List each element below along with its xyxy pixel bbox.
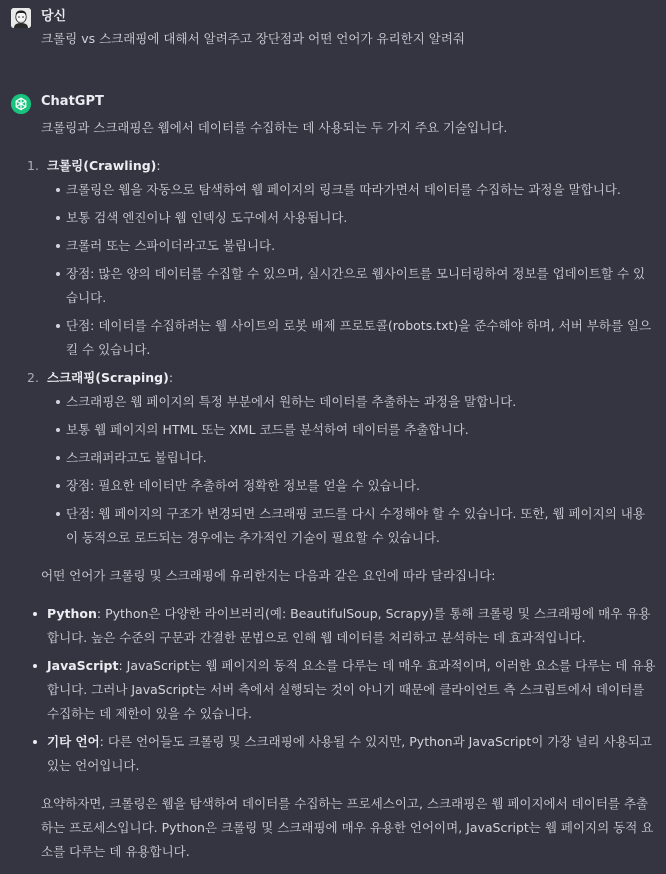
- sub-list: [47, 178, 656, 362]
- list-item: 스크래핑은 웹 페이지의 특정 부분에서 원하는 데이터를 추출하는 과정을 말합니다.: [47, 390, 656, 414]
- numbered-list: [27, 154, 656, 550]
- list-item: 보통 검색 엔진이나 웹 인덱싱 도구에서 사용됩니다.: [47, 206, 656, 230]
- list-item: 장점: 필요한 데이터만 추출하여 정확한 정보를 얻을 수 있습니다.: [47, 474, 656, 498]
- language-name: JavaScript: [47, 658, 119, 673]
- sub-list: [47, 390, 656, 550]
- user-message-text: 크롤링 vs 스크래핑에 대해서 알려주고 장단점과 어떤 언어가 유리한지 알려줘: [41, 31, 465, 46]
- intro-paragraph: 크롤링과 스크래핑은 웹에서 데이터를 수집하는 데 사용되는 두 가지 주요 기술입니다.: [41, 120, 508, 135]
- language-name: Python: [47, 606, 97, 621]
- section-heading: [47, 154, 656, 178]
- list-item: 장점: 많은 양의 데이터를 수집할 수 있으며, 실시간으로 웹사이트를 모니터링하여 정보를 업데이트할 수 있습니다.: [47, 262, 656, 310]
- section-title: 크롤링(Crawling): [47, 158, 157, 173]
- language-desc: : 다른 언어들도 크롤링 및 스크래핑에 사용될 수 있지만, Python과 JavaScript이 가장 널리 사용되고 있는 언어입니다.: [47, 734, 652, 773]
- list-item: 크롤링은 웹을 자동으로 탐색하여 웹 페이지의 링크를 따라가면서 데이터를 수집하는 과정을 말합니다.: [47, 178, 656, 202]
- list-item: 단점: 웹 페이지의 구조가 변경되면 스크래핑 코드를 다시 수정해야 할 수 있습니다. 또한, 웹 페이지의 내용이 동적으로 로드되는 경우에는 추가적인 기술이 필요할 수 있습니다.: [47, 502, 656, 550]
- assistant-message: [0, 87, 666, 874]
- assistant-message-body: [27, 116, 656, 864]
- user-name: 당신: [41, 9, 67, 24]
- list-item: 스크래퍼라고도 불립니다.: [47, 446, 656, 470]
- openai-logo-icon: [11, 94, 31, 114]
- section-colon: :: [156, 158, 161, 173]
- section-heading: [47, 366, 656, 390]
- list-item-scraping: [27, 366, 656, 550]
- section-title: 스크래핑(Scraping): [47, 370, 169, 385]
- list-item-crawling: [27, 154, 656, 362]
- language-intro: 어떤 언어가 크롤링 및 스크래핑에 유리한지는 다음과 같은 요인에 따라 달라집니다:: [41, 568, 496, 583]
- user-message: [0, 0, 666, 62]
- section-colon: :: [168, 370, 174, 385]
- language-item-other: [41, 730, 656, 778]
- list-number: 2.: [27, 370, 39, 385]
- language-item-javascript: [41, 654, 656, 726]
- language-desc: : JavaScript는 웹 페이지의 동적 요소를 다루는 데 매우 효과적이며, 이러한 요소를 다루는 데 유용합니다. 그러나 JavaScript는 서버 측에서 실행되는 것이 아니기 때문에 클라이언트 측 스크립트에서 데이터를 수집하는 데 제한이 있을 수 있습니다.: [47, 658, 656, 721]
- assistant-name: ChatGPT: [41, 94, 104, 109]
- list-item: 단점: 데이터를 수집하려는 웹 사이트의 로봇 배제 프로토콜(robots.txt)을 준수해야 하며, 서버 부하를 일으킬 수 있습니다.: [47, 314, 656, 362]
- language-list: [41, 602, 656, 778]
- summary-paragraph: 요약하자면, 크롤링은 웹을 탐색하여 데이터를 수집하는 프로세스이고, 스크래핑은 웹 페이지에서 데이터를 추출하는 프로세스입니다. Python은 크롤링 및 스크래핑에 매우 유용한 언어이며, JavaScript는 웹 페이지의 동적 요소를 다루는 데 유용합니다.: [41, 796, 654, 859]
- user-avatar-icon: [11, 8, 31, 28]
- language-name: 기타 언어: [47, 734, 100, 749]
- list-item: 보통 웹 페이지의 HTML 또는 XML 코드를 분석하여 데이터를 추출합니다.: [47, 418, 656, 442]
- list-item: 크롤러 또는 스파이더라고도 불립니다.: [47, 234, 656, 258]
- language-desc: : Python은 다양한 라이브러리(예: BeautifulSoup, Scrapy)를 통해 크롤링 및 스크래핑에 매우 유용합니다. 높은 수준의 구문과 간결한 문법으로 인해 웹 데이터를 처리하고 분석하는 데 효과적입니다.: [47, 606, 651, 645]
- language-item-python: [41, 602, 656, 650]
- list-number: 1.: [27, 158, 39, 173]
